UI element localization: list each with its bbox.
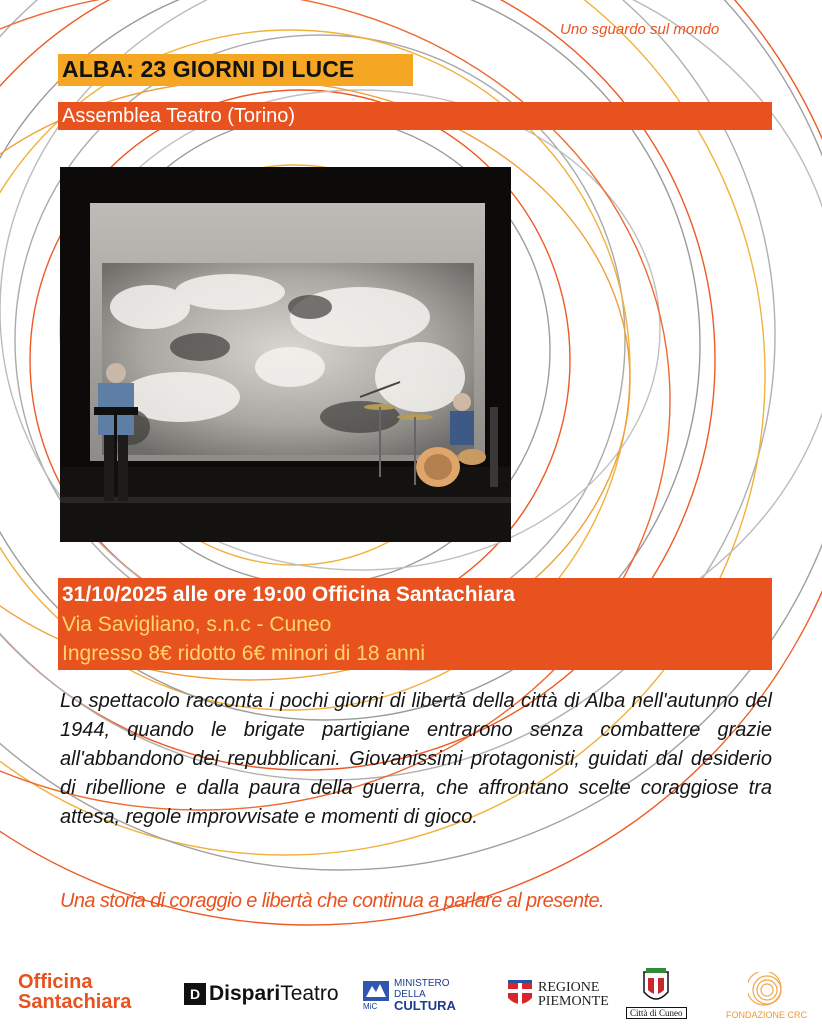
mic-mark-icon (362, 980, 390, 1010)
logo-cuneo-label: Città di Cuneo (626, 1007, 687, 1019)
logo-crc-label: FONDAZIONE CRC (726, 1010, 807, 1020)
logo-dispari-light: Teatro (280, 982, 339, 1005)
sponsor-logos (0, 962, 822, 1032)
logo-mic-line2: DELLA (394, 989, 426, 1000)
event-price: Ingresso 8€ ridotto 6€ minori di 18 anni (62, 642, 426, 665)
title-banner (58, 54, 413, 86)
logo-regione-piemonte (506, 980, 609, 1010)
logo-piemonte-line2: PIEMONTE (538, 994, 609, 1009)
stage-photo (60, 167, 511, 542)
dispari-mark-icon: D (184, 983, 206, 1005)
logo-mic-line3: CULTURA (394, 998, 456, 1013)
logo-dispari-bold: Dispari (209, 982, 281, 1005)
logo-ministero-cultura (362, 978, 456, 1011)
cuneo-crest-icon (636, 966, 676, 1006)
company-banner (58, 102, 772, 130)
event-info-banner (58, 578, 772, 670)
logo-piemonte-line1: REGIONE (538, 980, 600, 995)
crc-rings-icon (748, 972, 786, 1008)
logo-officina-line2: Santachiara (18, 991, 132, 1013)
logo-officina-line1: Officina (18, 971, 93, 993)
event-datetime-venue: 31/10/2025 alle ore 19:00 Officina Santachiara (62, 583, 515, 606)
event-title: ALBA: 23 GIORNI DI LUCE (62, 56, 355, 82)
logo-officina-santachiara (18, 972, 131, 1012)
event-address: Via Savigliano, s.n.c - Cuneo (62, 613, 332, 636)
company-name: Assemblea Teatro (Torino) (62, 105, 296, 127)
logo-citta-di-cuneo (626, 966, 687, 1019)
mic-mark-text: MiC (363, 1001, 378, 1010)
logo-dispari-teatro (184, 982, 339, 1006)
logo-mic-line1: MINISTERO (394, 978, 450, 989)
stage-photo-icon (60, 167, 511, 542)
logo-fondazione-crc (726, 972, 807, 1020)
closing-line: Una storia di coraggio e libertà che continua a parlare al presente. (60, 890, 604, 912)
tagline: Uno sguardo sul mondo (560, 21, 720, 38)
piemonte-crest-icon (506, 980, 534, 1010)
event-description: Lo spettacolo racconta i pochi giorni di libertà della città di Alba nell'autunno del 1944, quando le brigate partigiane entrarono senza combattere grazie all'abbandono dei repubblicani. Giovanissimi protagonisti, guidati dal desiderio di ribellione e dalla paura della guerra, che affrontano scelte coraggiose tra attesa, regole improvvisate e momenti di gioco. (60, 690, 772, 828)
